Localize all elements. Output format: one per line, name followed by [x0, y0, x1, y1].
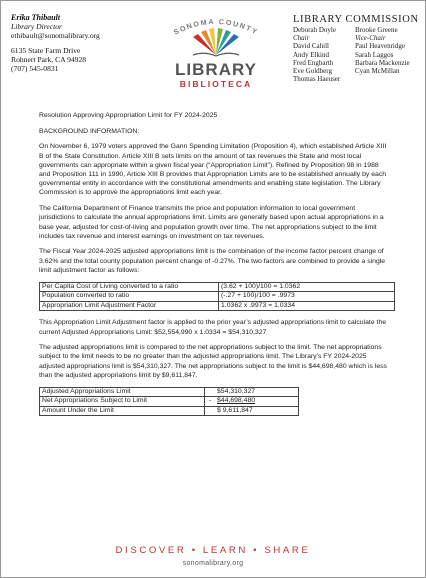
commission-role: Vice-Chair [355, 34, 386, 43]
background-heading: BACKGROUND INFORMATION: [39, 127, 140, 135]
table-cell-value: 1.0362 x .9973 = 1.0334 [219, 301, 395, 311]
table-cell-label: Population converted to ratio [40, 292, 219, 302]
table-cell-value [215, 397, 299, 407]
logo-arc-text: SONOMA COUNTY [172, 16, 260, 37]
footer-tagline: DISCOVER • LEARN • SHARE [115, 545, 311, 556]
table-cell-operator: - [205, 397, 216, 407]
appropriations-summary-table [39, 387, 299, 417]
document-title: Resolution Approving Appropriation Limit for FY 2024-2025 [39, 112, 218, 119]
director-name: Erika Thibault [11, 13, 61, 22]
table-cell-label: Per Capita Cost of Living converted to a ratio [40, 282, 219, 292]
library-commission-block [293, 14, 417, 83]
table-row [40, 292, 395, 302]
table-cell-label: Adjusted Appropriations Limit [40, 387, 205, 397]
table-cell-value: $ 9,611,847 [215, 406, 299, 416]
table-cell-operator [205, 406, 216, 416]
paragraph-fiscal-year-factors: The Fiscal Year 2024-2025 adjusted appropriations limit is the combination of the income factor percent change of 3.62% and the total county population percent change of -0.27%. The two factors are combined to provide a single limit adjustment factor as follows: [39, 248, 386, 274]
commission-member: Andy Elkind [293, 50, 329, 59]
table-cell-label: Net Appropriations Subject to Limit [40, 397, 205, 407]
commission-left-column [293, 26, 355, 83]
commission-member: Cyan McMillan [355, 67, 400, 76]
commission-right-column [355, 26, 417, 83]
table-cell-operator [205, 387, 216, 397]
table-row [40, 406, 299, 416]
commission-role: Chair [293, 34, 310, 43]
paragraph-comparison: The adjusted appropriations limit is compared to the net appropriations subject to the limit. The net appropriations subject to the limit needs to be no greater than the adjusted appropriations limit. The Library’s FY 2024-2025 adjusted appropriations limit is $54,310,327. The net appropriations subject to the limit is $44,698,480 which is less than the adjusted appropriations limit by $9,611,847. [39, 344, 387, 379]
logo-book-icon [193, 28, 239, 56]
paragraph-department-of-finance: The California Department of Finance transmits the price and population information to local government jurisdictions to calculate the annual appropriations limit. Limits are generally based upon actual appropriations in a base year, adjusted for cost-of-living and population growth over time. The net appropriations subject to the limit includes tax revenue and interest earnings on investment on tax revenues. [39, 205, 384, 240]
table-cell-label: Appropriation Limit Adjustment Factor [40, 301, 219, 311]
commission-heading: LIBRARY COMMISSION [293, 14, 419, 25]
commission-member: Thomas Haeuser [293, 75, 341, 84]
document-body [39, 111, 391, 423]
address-line-1: 6135 State Farm Drive [11, 46, 81, 55]
commission-member: Fred Engbarth [293, 58, 334, 67]
phone-number: (707) 545-0831 [11, 64, 59, 73]
commission-member: Eve Goldberg [293, 67, 332, 76]
director-title: Library Director [11, 22, 62, 31]
table-row [40, 301, 395, 311]
director-contact-block [11, 13, 100, 73]
table-row [40, 387, 299, 397]
logo-sub-text: BIBLIOTECA [179, 79, 253, 89]
commission-member: Paul Heavenridge [355, 42, 405, 51]
director-email[interactable]: ethibault@sonomalibrary.org [11, 31, 100, 40]
commission-member: Deborah Doyle [293, 26, 336, 34]
footer-website-link[interactable]: sonomalibrary.org [182, 560, 244, 567]
paragraph-gann-limit: On November 6, 1979 voters approved the Gann Spending Limitation (Proposition 4), which established Article XIII B of the State Constitution. Article XIII B sets limits on the amount of tax revenues the State and most local governments can appropriate within a given fiscal year (“Appropriation Limit”). Refined by Proposition 98 in 1988 and Proposition 111 in 1990, Article XIII B provides that Appropriation Limits are to be established annually by each governmental entity in accordance with the constitutional amendments and enabling state legislation. The Library Commission is to approve the appropriations limit each year. [39, 143, 387, 197]
commission-member: Sarah Laggos [355, 50, 394, 59]
commission-member: Barbara Mackenzie [355, 58, 410, 67]
underlined-value: $44,698,480 [217, 397, 256, 405]
table-row [40, 397, 299, 407]
commission-member: David Cahill [293, 42, 329, 51]
table-cell-value: $54,310,327 [215, 387, 299, 397]
logo-main-text: LIBRARY [175, 60, 257, 79]
paragraph-adjusted-limit: This Appropriation Limit Adjustment factor is applied to the prior year’s adjusted appropriations limit to calculate the current Adjusted Appropriations Limit: $52,554,990 x 1.0334 = $54,310,327 [39, 319, 387, 336]
adjustment-factor-table [39, 282, 395, 312]
address-line-2: Rohnert Park, CA 94928 [11, 55, 87, 64]
table-cell-value: (-.27 + 100)/100 = .9973 [219, 292, 395, 302]
table-cell-value: (3.62 + 100)/100 = 1.0362 [219, 282, 395, 292]
table-cell-label: Amount Under the Limit [40, 406, 205, 416]
library-logo [151, 11, 281, 91]
commission-member: Brooke Greene [355, 26, 398, 34]
table-row [40, 282, 395, 292]
